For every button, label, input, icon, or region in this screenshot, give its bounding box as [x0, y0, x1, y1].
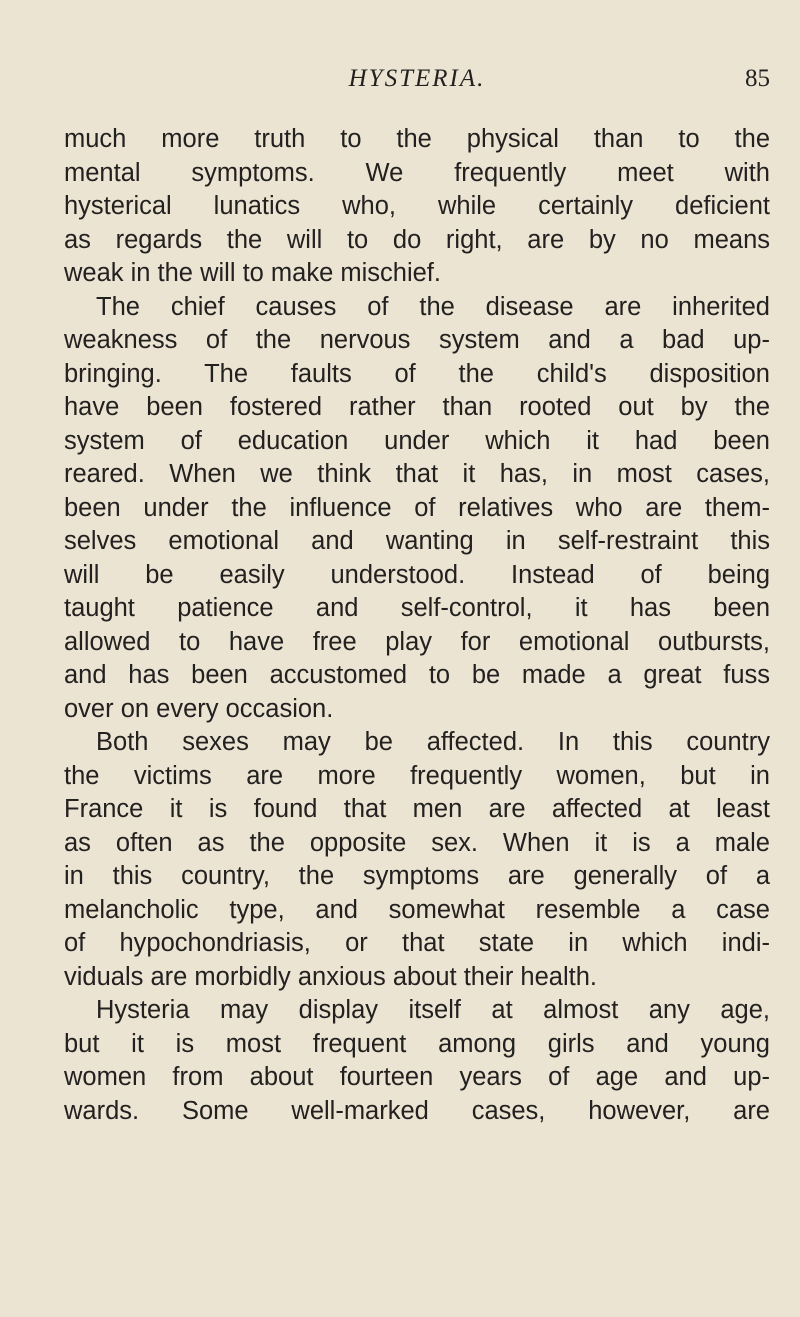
text-line: much more truth to the physical than to the — [64, 125, 770, 153]
text-line: hysterical lunatics who, while certainly deficient — [64, 192, 770, 220]
text-line: bringing. The faults of the child's disposition — [64, 359, 770, 388]
text-line: of hypochondriasis, or that state in which indi- — [64, 929, 770, 957]
text-line: weak in the will to make mischief. — [64, 259, 441, 287]
text-line: have been fostered rather than rooted out by the — [64, 393, 770, 421]
text-line: women from about fourteen years of age and up- — [64, 1063, 770, 1091]
text-line: allowed to have free play for emotional outbursts, — [64, 627, 770, 656]
text-line: in this country, the symptoms are generally of a — [64, 862, 770, 890]
text-line: reared. When we think that it has, in most cases, — [64, 460, 770, 488]
text-line: will be easily understood. Instead of being — [64, 560, 770, 589]
text-line: The chief causes of the disease are inherited — [96, 292, 770, 321]
text-line: been under the influence of relatives who are them- — [64, 493, 770, 522]
page-header — [64, 63, 770, 95]
running-head: HYSTERIA. — [348, 65, 486, 92]
text-line: mental symptoms. We frequently meet with — [64, 158, 770, 187]
text-line: Both sexes may be affected. In this country — [96, 728, 770, 756]
text-line: but it is most frequent among girls and young — [64, 1029, 770, 1058]
text-line: France it is found that men are affected at least — [64, 795, 770, 823]
text-line: taught patience and self-control, it has been — [64, 594, 770, 622]
text-line: melancholic type, and somewhat resemble a case — [64, 895, 770, 924]
text-line: wards. Some well-marked cases, however, are — [64, 1096, 770, 1125]
text-line: selves emotional and wanting in self-restraint this — [64, 527, 770, 555]
text-line: as regards the will to do right, are by no means — [64, 225, 770, 254]
text-line: Hysteria may display itself at almost any age, — [96, 996, 770, 1024]
text-line: over on every occasion. — [64, 694, 334, 723]
text-line: the victims are more frequently women, but in — [64, 761, 770, 790]
page-number: 85 — [745, 65, 770, 92]
text-line: viduals are morbidly anxious about their health. — [64, 962, 597, 991]
text-line: weakness of the nervous system and a bad up- — [64, 326, 770, 354]
text-line: as often as the opposite sex. When it is a male — [64, 828, 770, 857]
text-line: and has been accustomed to be made a great fuss — [64, 661, 770, 689]
text-line: system of education under which it had been — [64, 426, 770, 455]
body-text — [64, 123, 770, 1128]
